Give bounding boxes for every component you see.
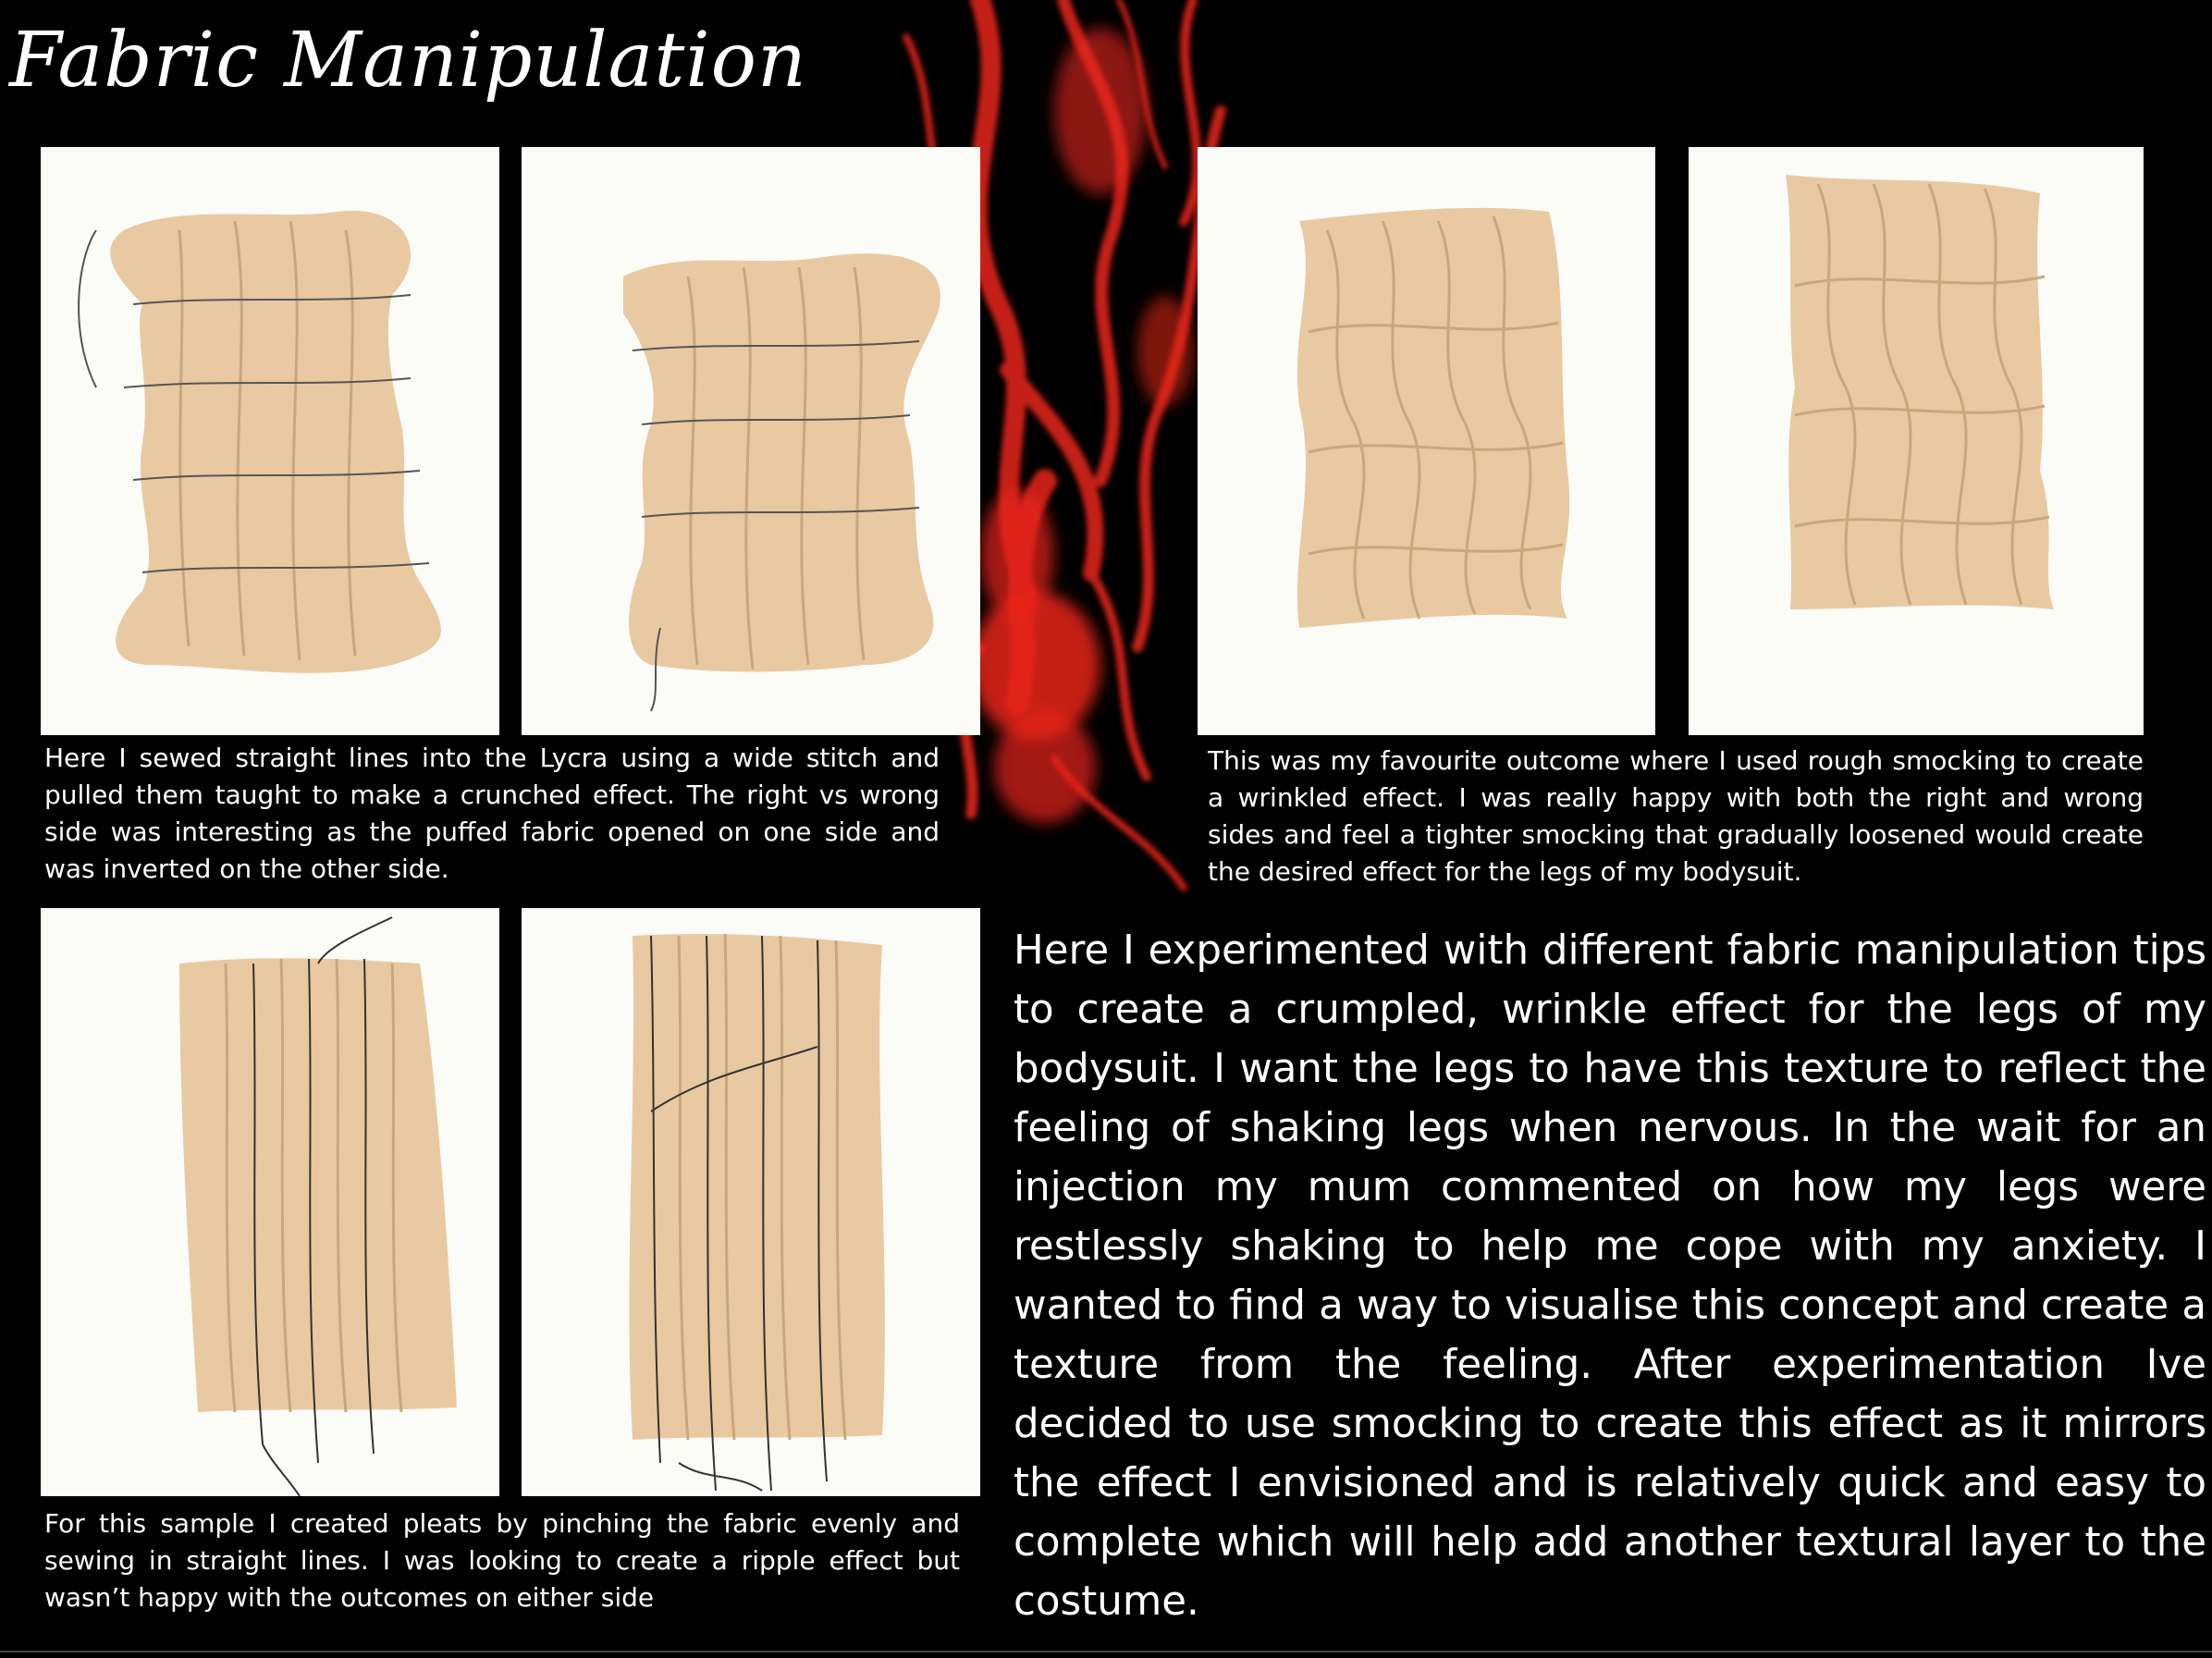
fabric-sample-photo-smocking-right xyxy=(1198,147,1655,735)
fabric-sample-photo-pleats-right xyxy=(41,908,499,1496)
fabric-sample-photo-gathered-right xyxy=(41,147,499,735)
caption-smocking-samples: This was my favourite outcome where I used rough smocking to create a wrinkled effect. I was really happy with both the right and wrong sides and feel a tighter smocking that gradually loosened would create the desired effect for the legs of my bodysuit. xyxy=(1208,745,2144,887)
caption-pleat-samples: For this sample I created pleats by pinching the fabric evenly and sewing in straight lines. I was looking to create a ripple effect but wasn’t happy with the outcomes on either side xyxy=(44,1508,960,1613)
fabric-sample-photo-pleats-wrong xyxy=(522,908,980,1496)
main-description-text: Here I experimented with different fabric manipulation tips to create a crumpled, wrinkle effect for the legs of my bodysuit. I want the legs to have this texture to reflect the feeling of shaking legs when nervous. In the wait for an injection my mum commented on how my legs were restlessly shaking to help me cope with my anxiety. I wanted to find a way to visualise this concept and create a texture from the feeling. After experimentation Ive decided to use smocking to create this effect as it mirrors the effect I envisioned and is relatively quick and easy to complete which will help add another textural layer to the costume. xyxy=(1014,927,2206,1625)
caption-gathered-samples: Here I sewed straight lines into the Lycra using a wide stitch and pulled them taught to make a crunched effect. The right vs wrong side was interesting as the puffed fabric opened on one side and was inverted on the other side. xyxy=(44,743,940,884)
fabric-sample-photo-gathered-wrong xyxy=(522,147,980,735)
page-title: Fabric Manipulation xyxy=(9,17,807,104)
fabric-sample-photo-smocking-wrong xyxy=(1689,147,2144,735)
bottom-divider xyxy=(0,1651,2212,1652)
